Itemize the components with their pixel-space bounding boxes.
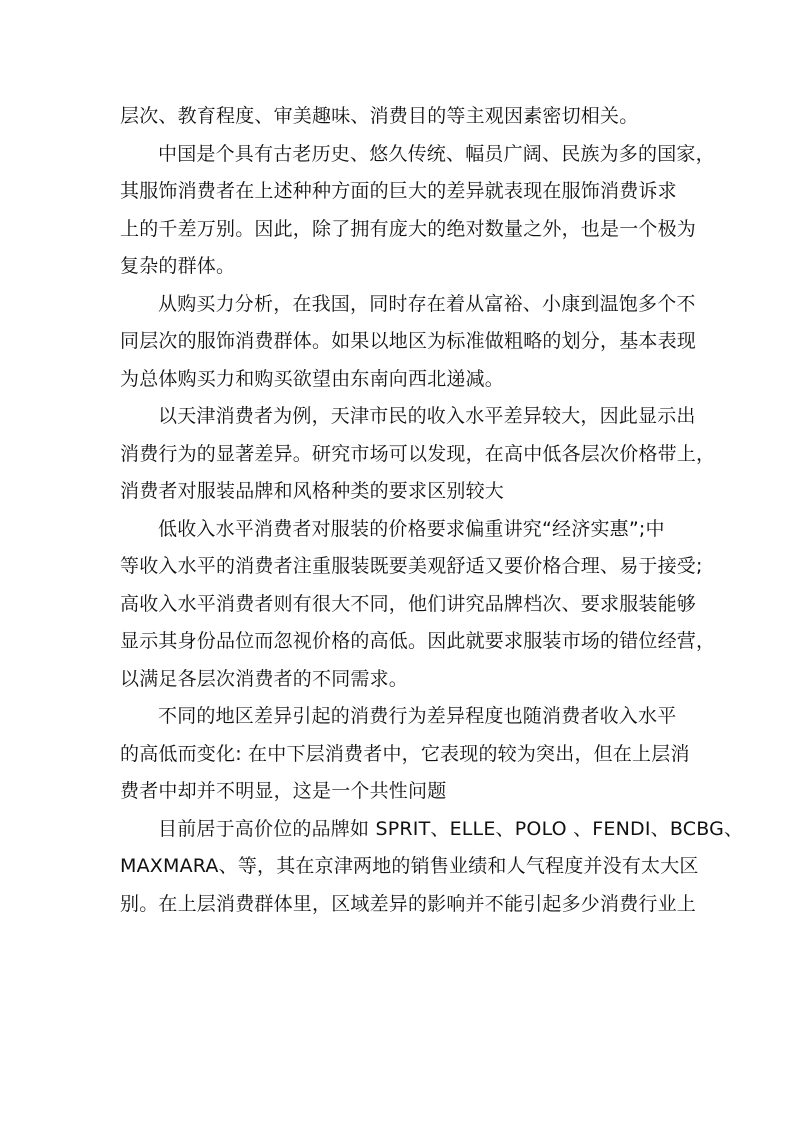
text-line: 的高低而变化: 在中下层消费者中，它表现的较为突出，但在上层消 — [120, 742, 690, 765]
text-line: 层次、教育程度、审美趣味、消费目的等主观因素密切相关。 — [120, 105, 639, 127]
text-line: 等收入水平的消费者注重服装既要美观舒适又要价格合理、易于接受; — [120, 555, 703, 577]
text-line: 以满足各层次消费者的不同需求。 — [120, 667, 409, 690]
text-line: 显示其身份品位而忽视价格的高低。因此就要求服装市场的错位经营， — [120, 630, 716, 652]
text-line: 高收入水平消费者则有很大不同，他们讲究品牌档次、要求服装能够 — [120, 592, 697, 615]
paragraph-first-line: 目前居于高价位的品牌如 SPRIT、ELLE、POLO 、FENDI、BCBG、 — [158, 817, 744, 840]
text-line: 消费行为的显著差异。研究市场可以发现，在高中低各层次价格带上， — [120, 442, 716, 465]
text-line: 其服饰消费者在上述种种方面的巨大的差异就表现在服饰消费诉求 — [120, 180, 677, 202]
text-line: 别。在上层消费群体里，区域差异的影响并不能引起多少消费行业上 — [120, 892, 697, 915]
text-line: 费者中却并不明显，这是一个共性问题 — [120, 780, 447, 802]
paragraph-first-line: 从购买力分析，在我国，同时存在着从富裕、小康到温饱多个不 — [158, 292, 696, 315]
text-line: 消费者对服装品牌和风格种类的要求区别较大 — [120, 480, 505, 502]
text-line: MAXMARA、等，其在京津两地的销售业绩和人气程度并没有太大区 — [120, 855, 699, 877]
document-page — [120, 98, 744, 923]
text-line: 同层次的服饰消费群体。如果以地区为标准做粗略的划分，基本表现 — [120, 330, 697, 352]
paragraph-first-line: 不同的地区差异引起的消费行为差异程度也随消费者收入水平 — [158, 705, 677, 727]
text-line: 上的千差万别。因此，除了拥有庞大的绝对数量之外，也是一个极为 — [120, 217, 697, 240]
paragraph-first-line: 低收入水平消费者对服装的价格要求偏重讲究“经济实惠”;中 — [158, 517, 665, 540]
text-line: 为总体购买力和购买欲望由东南向西北递减。 — [120, 367, 505, 390]
paragraph-first-line: 以天津消费者为例，天津市民的收入水平差异较大，因此显示出 — [158, 405, 696, 427]
paragraph-first-line: 中国是个具有古老历史、悠久传统、幅员广阔、民族为多的国家， — [158, 142, 715, 165]
text-line: 复杂的群体。 — [120, 255, 236, 277]
